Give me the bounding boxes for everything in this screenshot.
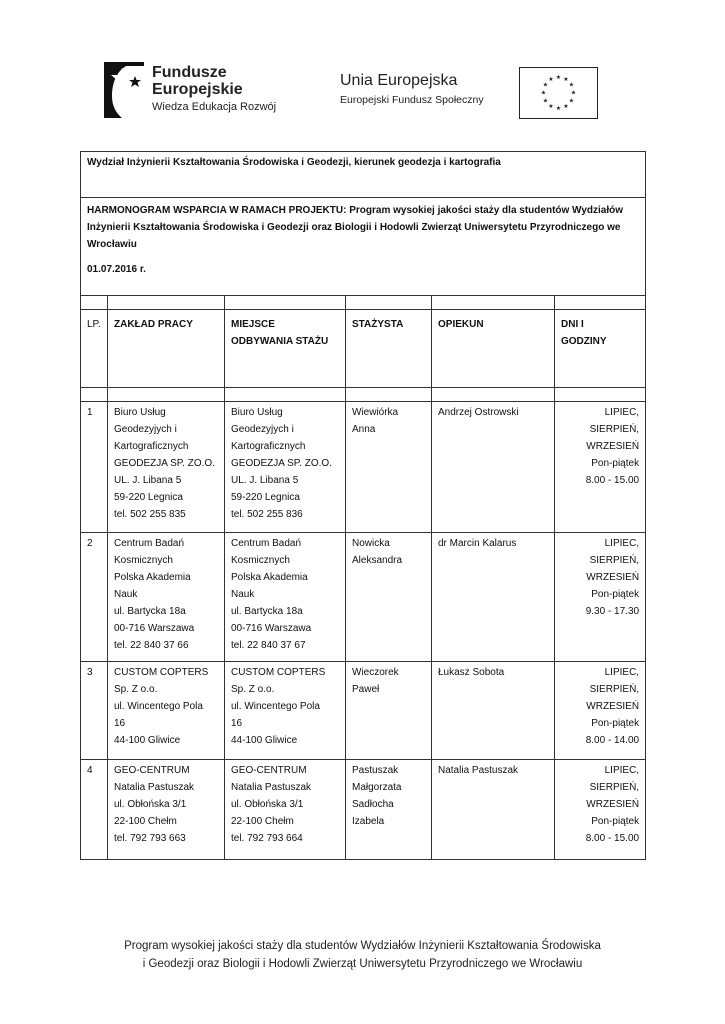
row-intern-line: Anna (352, 424, 376, 435)
row-days-line: WRZESIEŃ (586, 441, 640, 452)
row-company-line: Sp. Z o.o. (114, 684, 158, 695)
row-company (108, 402, 225, 533)
col-place (225, 310, 346, 388)
col-lp: LP. (81, 310, 108, 388)
row-place-line: 44-100 Gliwice (231, 735, 298, 746)
row-days (555, 760, 646, 860)
page-header (0, 0, 725, 130)
header-row (81, 310, 646, 388)
row-days-line: SIERPIEŃ, (589, 555, 640, 566)
row-company-line: Kartograficznych (114, 441, 189, 452)
row-company-line: CUSTOM COPTERS (114, 667, 209, 678)
row-place-line: CUSTOM COPTERS (231, 667, 326, 678)
title-row (81, 198, 646, 296)
row-company (108, 662, 225, 760)
row-company-line: 59-220 Legnica (114, 492, 183, 503)
row-days-line: WRZESIEŃ (586, 799, 640, 810)
row-place-line: tel. 22 840 37 67 (231, 640, 306, 651)
row-place-line: Geodezyjych i (231, 424, 294, 435)
row-intern-line: Izabela (352, 816, 385, 827)
row-company-line: Geodezyjych i (114, 424, 177, 435)
col-place-line2: ODBYWANIA STAŻU (231, 336, 329, 347)
row-company-line: Nauk (114, 589, 138, 600)
page-footer (0, 937, 725, 973)
table-row (81, 533, 646, 662)
svg-text:★: ★ (555, 105, 562, 112)
row-place-line: tel. 792 793 664 (231, 833, 303, 844)
row-intern-line: Aleksandra (352, 555, 403, 566)
row-company (108, 533, 225, 662)
row-company-line: GEO-CENTRUM (114, 765, 190, 776)
row-place-line: GEO-CENTRUM (231, 765, 307, 776)
row-place-line: UL. J. Libana 5 (231, 475, 299, 486)
svg-text:★: ★ (563, 76, 569, 83)
row-days-line: LIPIEC, (604, 407, 640, 418)
svg-text:★: ★ (542, 81, 549, 89)
row-place-line: Kosmicznych (231, 555, 290, 566)
row-place-line: Sp. Z o.o. (231, 684, 275, 695)
row-supervisor-line: dr Marcin Kalarus (438, 538, 517, 549)
title-cell (81, 198, 646, 296)
schedule-date: 01.07.2016 r. (87, 264, 146, 275)
row-company-line: ul. Bartycka 18a (114, 606, 186, 617)
col-intern: STAŻYSTA (346, 310, 432, 388)
col-place-line1: MIEJSCE (231, 319, 275, 330)
row-place (225, 760, 346, 860)
unia-europejska-text (340, 72, 484, 107)
row-place-line: ul. Obłońska 3/1 (231, 799, 304, 810)
row-supervisor (432, 402, 555, 533)
row-intern (346, 533, 432, 662)
row-place-line: Biuro Usług (231, 407, 283, 418)
eu-flag-icon (519, 67, 598, 119)
row-company-line: tel. 502 255 835 (114, 509, 186, 520)
row-place-line: GEODEZJA SP. ZO.O. (231, 458, 332, 469)
svg-text:★: ★ (563, 103, 569, 110)
svg-text:★: ★ (548, 76, 554, 83)
row-lp: 1 (81, 402, 108, 533)
fe-line1: Fundusze (152, 64, 227, 81)
footer-line2: i Geodezji oraz Biologii i Hodowli Zwierząt Uniwersytetu Przyrodniczego we Wrocławiu (142, 958, 583, 970)
table-row (81, 662, 646, 760)
row-days (555, 402, 646, 533)
row-supervisor-line: Natalia Pastuszak (438, 765, 519, 776)
fundusze-europejskie-logo-icon (102, 60, 146, 120)
row-supervisor-line: Łukasz Sobota (438, 667, 505, 678)
svg-text:★: ★ (548, 103, 554, 110)
spacer-row (81, 388, 646, 402)
row-place-line: 22-100 Chełm (231, 816, 294, 827)
row-place-line: Nauk (231, 589, 255, 600)
row-lp: 3 (81, 662, 108, 760)
row-company-line: tel. 22 840 37 66 (114, 640, 189, 651)
row-company-line: Natalia Pastuszak (114, 782, 195, 793)
row-intern-line: Wieczorek (352, 667, 399, 678)
col-days-line2: GODZINY (561, 336, 607, 347)
row-lp: 4 (81, 760, 108, 860)
svg-text:★: ★ (570, 89, 577, 97)
row-lp: 2 (81, 533, 108, 662)
row-company-line: Kosmicznych (114, 555, 173, 566)
row-days-line: 8.00 - 15.00 (585, 475, 640, 486)
row-company-line: Biuro Usług (114, 407, 166, 418)
svg-text:★: ★ (568, 97, 575, 105)
svg-text:★: ★ (555, 74, 562, 81)
row-company-line: 16 (114, 718, 126, 729)
row-days-line: SIERPIEŃ, (589, 424, 640, 435)
row-days-line: SIERPIEŃ, (589, 782, 640, 793)
row-company-line: Centrum Badań (114, 538, 185, 549)
row-company-line: GEODEZJA SP. ZO.O. (114, 458, 215, 469)
row-intern-line: Sadłocha (352, 799, 394, 810)
footer-line1: Program wysokiej jakości staży dla studentów Wydziałów Inżynierii Kształtowania Środowiska (124, 940, 601, 952)
row-intern (346, 402, 432, 533)
row-days (555, 662, 646, 760)
col-days (555, 310, 646, 388)
svg-text:★: ★ (540, 89, 547, 97)
row-place-line: Kartograficznych (231, 441, 306, 452)
schedule-title: HARMONOGRAM WSPARCIA W RAMACH PROJEKTU: Program wysokiej jakości staży dla studentów Wydziałów Inżynierii Kształtowania Środowiska i Geodezji oraz Biologii i Hodowli Zwierząt Uniwersytetu Przyrodniczego we Wrocławiu (87, 205, 623, 250)
row-supervisor-line: Andrzej Ostrowski (438, 407, 519, 418)
row-place-line: ul. Wincentego Pola (231, 701, 320, 712)
col-supervisor: OPIEKUN (432, 310, 555, 388)
row-place-line: ul. Bartycka 18a (231, 606, 303, 617)
row-company-line: tel. 792 793 663 (114, 833, 186, 844)
fundusze-europejskie-text (152, 64, 276, 115)
row-days-line: 8.00 - 14.00 (585, 735, 640, 746)
row-company-line: 44-100 Gliwice (114, 735, 181, 746)
table-body (81, 402, 646, 860)
table-row (81, 760, 646, 860)
ue-subtitle: Europejski Fundusz Społeczny (340, 94, 484, 106)
row-company-line: 00-716 Warszawa (114, 623, 195, 634)
fe-line2: Europejskie (152, 81, 243, 98)
row-company-line: Polska Akademia (114, 572, 191, 583)
spacer-row (81, 296, 646, 310)
col-days-line1: DNI I (561, 319, 584, 330)
row-intern-line: Paweł (352, 684, 380, 695)
row-days-line: 8.00 - 15.00 (585, 833, 640, 844)
faculty-row (81, 152, 646, 198)
col-company: ZAKŁAD PRACY (108, 310, 225, 388)
row-company (108, 760, 225, 860)
row-intern-line: Nowicka (352, 538, 390, 549)
row-place-line: tel. 502 255 836 (231, 509, 303, 520)
row-supervisor (432, 533, 555, 662)
row-place (225, 533, 346, 662)
row-company-line: 22-100 Chełm (114, 816, 177, 827)
row-days-line: Pon-piątek (591, 816, 640, 827)
row-days-line: Pon-piątek (591, 718, 640, 729)
row-company-line: ul. Obłońska 3/1 (114, 799, 187, 810)
row-place-line: Centrum Badań (231, 538, 302, 549)
row-days-line: WRZESIEŃ (586, 701, 640, 712)
row-place-line: Natalia Pastuszak (231, 782, 312, 793)
row-days (555, 533, 646, 662)
row-place-line: 16 (231, 718, 243, 729)
row-place (225, 662, 346, 760)
row-place-line: 59-220 Legnica (231, 492, 300, 503)
row-days-line: Pon-piątek (591, 589, 640, 600)
row-days-line: 9.30 - 17.30 (585, 606, 640, 617)
row-intern (346, 760, 432, 860)
row-place-line: 00-716 Warszawa (231, 623, 312, 634)
row-intern-line: Pastuszak (352, 765, 399, 776)
row-days-line: LIPIEC, (604, 765, 640, 776)
row-days-line: SIERPIEŃ, (589, 684, 640, 695)
row-intern-line: Wiewiórka (352, 407, 399, 418)
row-days-line: LIPIEC, (604, 667, 640, 678)
fe-line3: Wiedza Edukacja Rozwój (152, 101, 277, 113)
row-days-line: LIPIEC, (604, 538, 640, 549)
row-place (225, 402, 346, 533)
row-intern-line: Małgorzata (352, 782, 402, 793)
table-row (81, 402, 646, 533)
row-place-line: Polska Akademia (231, 572, 308, 583)
row-days-line: WRZESIEŃ (586, 572, 640, 583)
row-company-line: ul. Wincentego Pola (114, 701, 203, 712)
svg-text:★: ★ (568, 81, 575, 89)
ue-title: Unia Europejska (340, 72, 458, 89)
row-supervisor (432, 662, 555, 760)
schedule-table (80, 151, 646, 860)
row-supervisor (432, 760, 555, 860)
svg-text:★: ★ (542, 97, 549, 105)
row-intern (346, 662, 432, 760)
row-company-line: UL. J. Libana 5 (114, 475, 182, 486)
row-days-line: Pon-piątek (591, 458, 640, 469)
faculty-cell: Wydział Inżynierii Kształtowania Środowiska i Geodezji, kierunek geodezja i kartografia (81, 152, 646, 198)
